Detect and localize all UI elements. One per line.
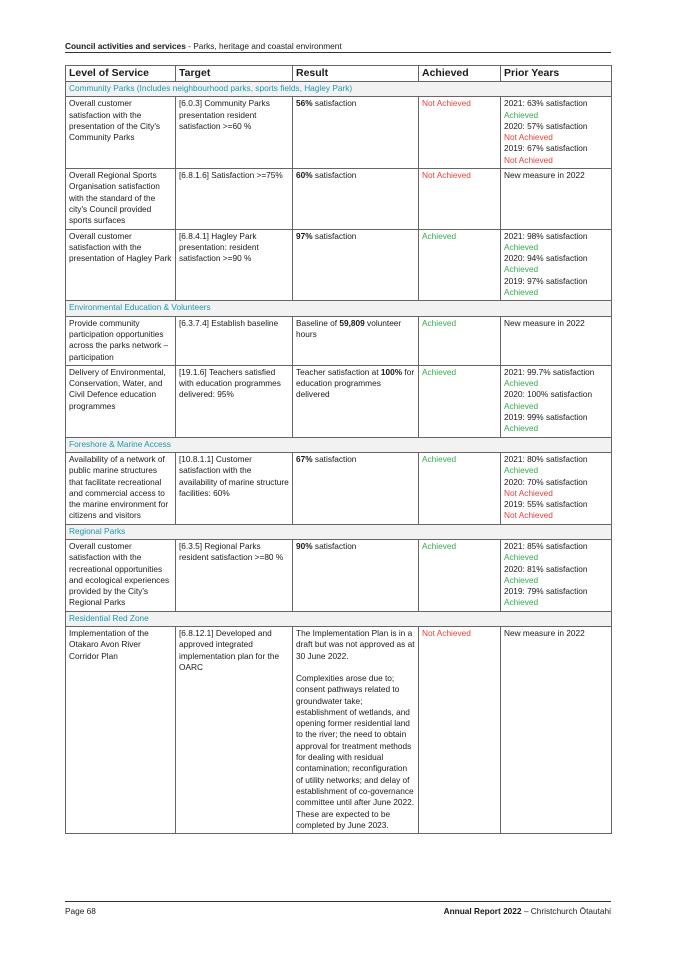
table-row	[66, 169, 612, 229]
section-title: Residential Red Zone	[66, 611, 612, 626]
result-cell	[293, 316, 419, 365]
level-of-service-cell: Overall customer satisfaction with the presentation of Hagley Park	[66, 229, 176, 301]
result-suffix: satisfaction	[312, 170, 357, 181]
target-cell: [6.3.5] Regional Parks resident satisfaction >=80 %	[176, 539, 293, 611]
page-number: Page 68	[65, 906, 96, 916]
result-paragraph: Complexities arose due to; consent pathways related to groundwater take; establishment of wetlands, and opening former residential land to the river; the need to obtain approval for treatment methods for dealing with residual contamination; reconfiguration of utility networks; and delay of establishment of co-governance committee until after June 2022. These are expected to be completed by June 2023.	[296, 672, 415, 830]
result-value: 97%	[296, 230, 313, 241]
achieved-status: Achieved	[419, 316, 501, 365]
target-cell: [6.3.7.4] Establish baseline	[176, 316, 293, 365]
prior-year-line: 2020: 100% satisfaction	[504, 389, 593, 400]
prior-year-line: 2021: 85% satisfaction	[504, 540, 588, 551]
col-header-level-of-service: Level of Service	[66, 66, 176, 82]
result-cell	[293, 539, 419, 611]
report-title-bold: Annual Report 2022	[443, 906, 522, 916]
prior-years-cell	[501, 627, 612, 834]
header-divider	[65, 52, 611, 53]
header-bold: Council activities and services	[65, 41, 186, 51]
target-cell: [19.1.6] Teachers satisfied with education programmes delivered: 95%	[176, 365, 293, 437]
section-row	[66, 82, 612, 97]
level-of-service-cell: Availability of a network of public marine structures that facilitate recreational and commercial access to the marine environment for citizens and visitors	[66, 452, 176, 524]
achieved-status: Not Achieved	[419, 627, 501, 834]
prior-years-cell	[501, 97, 612, 169]
target-cell: [10.8.1.1] Customer satisfaction with the availability of marine structure facilities: 60%	[176, 452, 293, 524]
prior-year-line: 2020: 94% satisfaction	[504, 253, 588, 264]
table-row	[66, 316, 612, 365]
prior-years-cell	[501, 365, 612, 437]
target-cell: [6.8.4.1] Hagley Park presentation: resident satisfaction >=90 %	[176, 229, 293, 301]
achieved-status: Not Achieved	[419, 97, 501, 169]
prior-status: Achieved	[504, 423, 539, 434]
section-title: Environmental Education & Volunteers	[66, 301, 612, 316]
level-of-service-cell: Implementation of the Otakaro Avon River Corridor Plan	[66, 627, 176, 834]
prior-status: Achieved	[504, 378, 539, 389]
prior-year-line: 2019: 67% satisfaction	[504, 143, 588, 154]
table-header-row	[66, 66, 612, 82]
result-cell	[293, 627, 419, 834]
report-title-rest: – Christchurch Ōtautahi	[521, 906, 611, 916]
prior-status: Achieved	[504, 597, 539, 608]
result-cell	[293, 452, 419, 524]
result-cell	[293, 229, 419, 301]
prior-years-cell	[501, 539, 612, 611]
report-title	[444, 906, 611, 916]
section-title: Regional Parks	[66, 524, 612, 539]
table-row	[66, 539, 612, 611]
prior-status: Achieved	[504, 574, 539, 585]
result-suffix: volunteer hours	[296, 317, 402, 339]
level-of-service-cell: Overall customer satisfaction with the presentation of the City's Community Parks	[66, 97, 176, 169]
table-row	[66, 229, 612, 301]
prior-year-line: 2019: 55% satisfaction	[504, 499, 588, 510]
footer-divider	[65, 901, 611, 902]
prior-status: Achieved	[504, 109, 539, 120]
table-row	[66, 97, 612, 169]
prior-status: Achieved	[504, 465, 539, 476]
result-suffix: for education programmes delivered	[296, 366, 415, 400]
section-row	[66, 437, 612, 452]
level-of-service-cell: Provide community participation opportunities across the parks network – participation	[66, 316, 176, 365]
prior-year-line: 2020: 70% satisfaction	[504, 476, 588, 487]
prior-year-line: 2021: 98% satisfaction	[504, 230, 588, 241]
table-row	[66, 365, 612, 437]
prior-year-line: 2020: 57% satisfaction	[504, 120, 588, 131]
prior-year-line: 2021: 63% satisfaction	[504, 98, 588, 109]
level-of-service-table	[65, 65, 612, 834]
prior-years-cell	[501, 316, 612, 365]
prior-status: Achieved	[504, 287, 539, 298]
table-row	[66, 452, 612, 524]
prior-status: Achieved	[504, 241, 539, 252]
prior-year-line: 2020: 81% satisfaction	[504, 563, 588, 574]
section-row	[66, 611, 612, 626]
result-value: 90%	[296, 540, 313, 551]
prior-years-cell	[501, 452, 612, 524]
result-prefix: Baseline of	[296, 317, 340, 328]
result-prefix: Teacher satisfaction at	[296, 366, 381, 377]
achieved-status: Achieved	[419, 452, 501, 524]
result-value: 59,809	[339, 317, 365, 328]
level-of-service-cell: Delivery of Environmental, Conservation, Water, and Civil Defence education programmes	[66, 365, 176, 437]
prior-status: Achieved	[504, 400, 539, 411]
section-row	[66, 301, 612, 316]
achieved-status: Achieved	[419, 539, 501, 611]
prior-years-cell	[501, 229, 612, 301]
result-value: 56%	[296, 98, 313, 109]
target-cell: [6.8.12.1] Developed and approved integrated implementation plan for the OARC	[176, 627, 293, 834]
col-header-target: Target	[176, 66, 293, 82]
result-suffix: satisfaction	[312, 230, 357, 241]
col-header-prior-years: Prior Years	[501, 66, 612, 82]
table-row	[66, 627, 612, 834]
col-header-achieved: Achieved	[419, 66, 501, 82]
prior-year-line: 2019: 97% satisfaction	[504, 275, 588, 286]
result-suffix: satisfaction	[312, 540, 357, 551]
achieved-status: Achieved	[419, 229, 501, 301]
prior-status: Not Achieved	[504, 132, 553, 143]
prior-year-line: New measure in 2022	[504, 317, 585, 328]
target-cell: [6.0.3] Community Parks presentation resident satisfaction >=60 %	[176, 97, 293, 169]
prior-status: Achieved	[504, 264, 539, 275]
result-value: 67%	[296, 453, 313, 464]
section-title: Foreshore & Marine Access	[66, 437, 612, 452]
prior-status: Not Achieved	[504, 154, 553, 165]
prior-status: Not Achieved	[504, 510, 553, 521]
page-header	[65, 41, 342, 51]
result-suffix: satisfaction	[312, 98, 357, 109]
col-header-result: Result	[293, 66, 419, 82]
section-title: Community Parks (Includes neighbourhood parks, sports fields, Hagley Park)	[66, 82, 612, 97]
prior-status: Not Achieved	[504, 487, 553, 498]
result-suffix: satisfaction	[312, 453, 357, 464]
achieved-status: Achieved	[419, 365, 501, 437]
prior-year-line: New measure in 2022	[504, 170, 585, 181]
prior-year-line: 2019: 79% satisfaction	[504, 586, 588, 597]
result-paragraph: The Implementation Plan is in a draft but was not approved as at 30 June 2022.	[296, 628, 415, 661]
prior-year-line: New measure in 2022	[504, 628, 585, 639]
target-cell: [6.8.1.6] Satisfaction >=75%	[176, 169, 293, 229]
achieved-status: Not Achieved	[419, 169, 501, 229]
table-body	[66, 82, 612, 834]
result-cell	[293, 97, 419, 169]
prior-year-line: 2019: 99% satisfaction	[504, 412, 588, 423]
result-value: 100%	[380, 366, 403, 377]
result-cell	[293, 169, 419, 229]
prior-year-line: 2021: 80% satisfaction	[504, 453, 588, 464]
result-value: 60%	[296, 170, 313, 181]
prior-years-cell	[501, 169, 612, 229]
header-rest: - Parks, heritage and coastal environment	[185, 41, 342, 51]
level-of-service-cell: Overall customer satisfaction with the recreational opportunities and ecological experiences provided by the City's Regional Parks	[66, 539, 176, 611]
prior-status: Achieved	[504, 552, 539, 563]
result-cell	[293, 365, 419, 437]
prior-year-line: 2021: 99.7% satisfaction	[504, 366, 595, 377]
section-row	[66, 524, 612, 539]
level-of-service-cell: Overall Regional Sports Organisation satisfaction with the standard of the city's Council provided sports surfaces	[66, 169, 176, 229]
